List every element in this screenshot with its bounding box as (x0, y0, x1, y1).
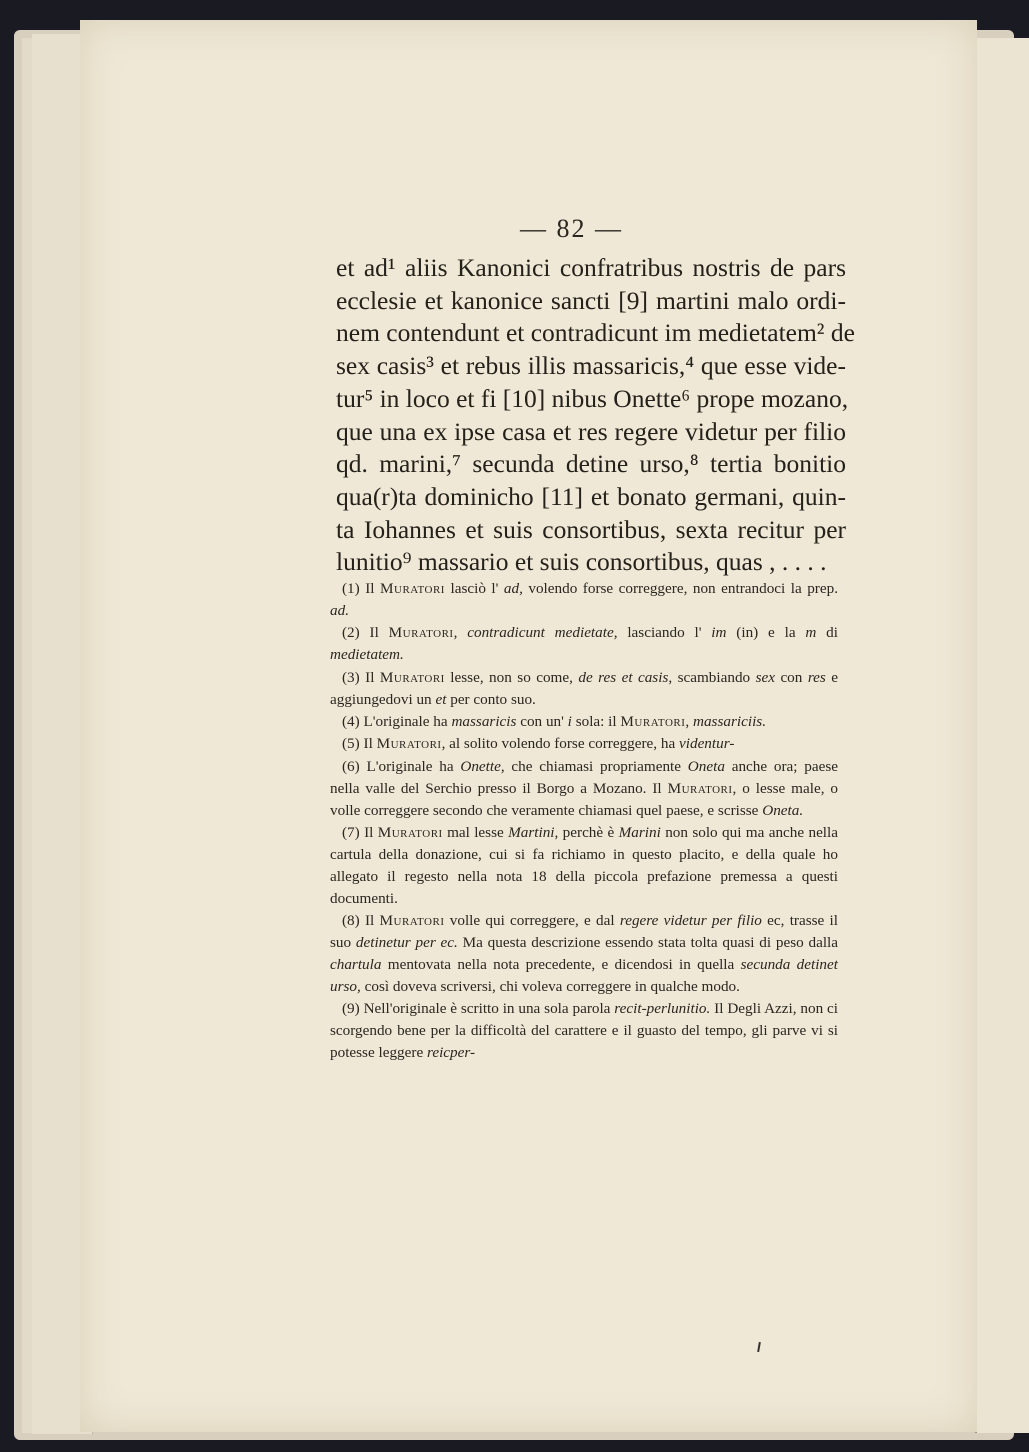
author-name: Muratori (667, 779, 733, 797)
italic-run: massaricis (451, 712, 517, 730)
text-run: sola: il (571, 712, 621, 730)
author-name: Muratori (388, 624, 454, 642)
text-run: e aggiungedovi un (330, 668, 838, 708)
facing-page-edge (975, 38, 1029, 1433)
italic-run: Onette, (460, 757, 505, 775)
author-name: Muratori (380, 580, 445, 597)
italic-run: im (711, 624, 727, 642)
text-run: non solo qui ma anche nella cartula della donazione, cui si fa richiamo in questo placito, e della quale ho allegato il regesto nella nota 18 della piccola prefazione premessa a questi documenti. (330, 823, 838, 907)
text-run: (5) Il (342, 735, 377, 753)
footnote-9 (330, 998, 838, 1064)
italic-run: reicper- (427, 1044, 476, 1062)
text-run: con un' (516, 712, 568, 730)
text-run: (3) Il (342, 668, 380, 686)
text-line: qd. marini,⁷ secunda detine urso,⁸ tertia bonitio (336, 449, 846, 479)
text-run: ec, trasse il suo (330, 912, 838, 951)
italic-run: videntur- (679, 735, 735, 753)
text-line: lunitio⁹ massario et suis consortibus, quas , . . . . (336, 547, 827, 577)
text-run: (in) e la (726, 624, 806, 642)
footnote-4 (330, 711, 838, 733)
text-run: mentovata nella nota precedente, e dicendosi in quella (381, 955, 741, 973)
footnote-7 (330, 822, 838, 910)
text-line: ecclesie et kanonice sancti [9] martini malo ordi- (336, 285, 846, 315)
footnote-8 (330, 910, 838, 998)
text-line: sex casis³ et rebus illis massaricis,⁴ que esse vide- (336, 351, 846, 381)
text-run: (2) Il (342, 624, 389, 642)
italic-run: Marini (618, 823, 661, 841)
footnote-1 (330, 578, 838, 622)
italic-run: i (567, 712, 572, 730)
text-run: di (816, 624, 838, 642)
italic-run: massariciis. (693, 712, 766, 730)
text-run: Il Degli Azzi, non ci scorgendo bene per la difficoltà del carattere e il guasto del tempo, gli parve vi si potesse leggere (330, 1000, 839, 1062)
text-run: con (775, 668, 808, 686)
text-run: , o lesse male, o volle correggere secondo che veramente chiamasi quel paese, e scrisse (330, 779, 838, 819)
footnote-3 (330, 667, 838, 711)
text-run: (1) Il (342, 580, 380, 597)
text-run: mal lesse (442, 823, 509, 841)
text-run: (6) L'originale ha (342, 757, 461, 775)
italic-run: Oneta. (762, 801, 804, 819)
text-run: lasciò l' (444, 580, 504, 597)
text-line: tur⁵ in loco et fi [10] nibus Onette⁶ prope mozano, (336, 383, 849, 413)
footnotes (330, 578, 838, 1064)
text-line: que una ex ipse casa et res regere videtur per filio (336, 416, 846, 446)
author-name: Muratori (620, 712, 686, 730)
italic-run: secunda detinet urso, (330, 955, 838, 995)
author-name: Muratori (379, 912, 445, 930)
text-run: che chiamasi propriamente (504, 757, 688, 775)
text-run: perchè è (558, 823, 619, 841)
italic-run: et (435, 690, 447, 708)
text-run: (8) Il (342, 912, 380, 930)
text-run: volle qui correggere, e dal (444, 912, 620, 930)
author-name: Muratori (376, 735, 442, 753)
italic-run: m (805, 624, 817, 642)
text-run: , (453, 624, 468, 642)
text-run: volendo forse correggere, non entrandoci la prep. (522, 580, 838, 597)
italic-run: recit-perlunitio. (614, 1000, 711, 1018)
italic-run: res (807, 668, 826, 686)
text-line: nem contendunt et contradicunt im medietatem² de (336, 318, 855, 348)
text-run: (4) L'originale ha (342, 712, 452, 730)
footnote-2 (330, 622, 838, 666)
text-run: , (685, 712, 693, 730)
text-run: (9) Nell'originale è scritto in una sola parola (342, 1000, 615, 1018)
italic-run: chartula (330, 955, 382, 973)
text-run: lesse, non so come, (444, 668, 579, 686)
italic-run: de res et casis, (578, 668, 673, 686)
text-run: Ma questa descrizione essendo stata tolta quasi di peso dalla (457, 934, 838, 951)
main-text (336, 252, 855, 579)
text-line: et ad¹ aliis Kanonici confratribus nostris de pars (336, 253, 846, 282)
page-number: — 82 — (520, 214, 623, 243)
italic-run: medietatem. (330, 646, 404, 664)
author-name: Muratori (377, 823, 443, 841)
italic-run: detinetur per ec. (355, 934, 458, 951)
text-run: così doveva scriversi, chi voleva correggere in qualche modo. (360, 977, 740, 995)
italic-run: sex (755, 668, 775, 686)
italic-run: Oneta (687, 757, 725, 775)
author-name: Muratori (379, 668, 445, 686)
footnote-5 (330, 733, 838, 755)
text-run: scambiando (672, 668, 756, 686)
text-line: ta Iohannes et suis consortibus, sexta recitur per (336, 514, 846, 544)
italic-run: ad. (330, 601, 349, 619)
italic-run: regere videtur per filio (619, 912, 762, 930)
text-run: , al solito volendo forse correggere, ha (441, 735, 680, 753)
text-line: qua(r)ta dominicho [11] et bonato germani, quin- (336, 481, 846, 511)
italic-run: ad, (503, 580, 523, 597)
italic-run: Martini, (508, 823, 559, 841)
italic-run: contradicunt medietate, (467, 624, 618, 642)
text-run: (7) Il (342, 823, 378, 841)
text-run: per conto suo. (446, 690, 536, 708)
text-run: anche ora; paese nella valle del Serchio presso il Borgo a Mozano. Il (330, 757, 839, 797)
footnote-6 (330, 756, 838, 822)
text-run: lasciando l' (617, 624, 712, 642)
